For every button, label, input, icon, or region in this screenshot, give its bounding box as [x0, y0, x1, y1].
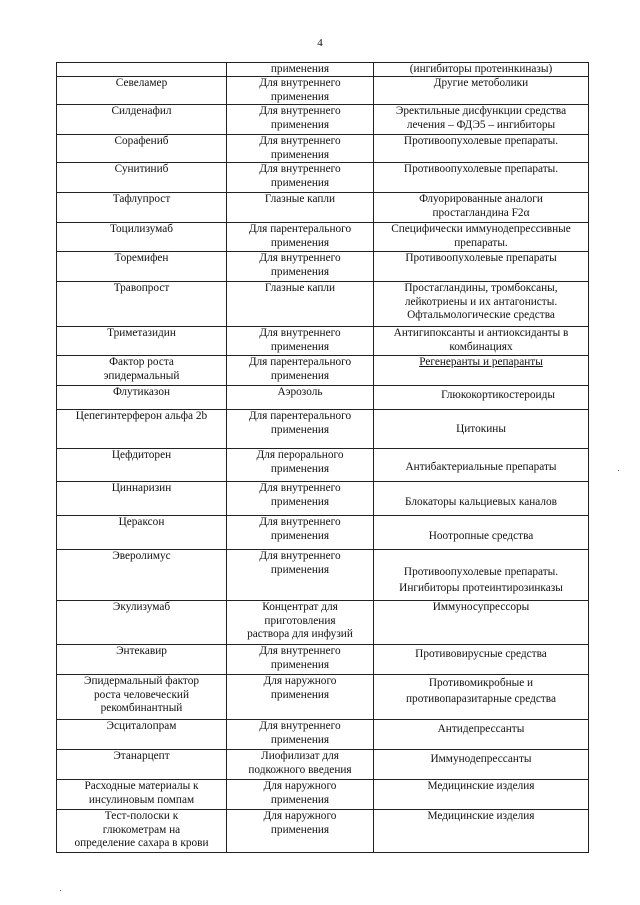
- drug-name-cell: Сорафениб: [57, 135, 227, 163]
- drug-name-cell: Эверолимус: [57, 550, 227, 601]
- dosage-form-cell: Глазные капли: [227, 282, 374, 327]
- dosage-form-cell: Для внутреннего применения: [227, 550, 374, 601]
- drug-group-cell: Глюкокортикостероиды: [374, 386, 589, 410]
- table-row: [57, 252, 589, 282]
- table-row: [57, 135, 589, 163]
- dosage-form-cell: Для внутреннего применения: [227, 135, 374, 163]
- drug-table: [56, 62, 589, 853]
- drug-name-cell: Цефдиторен: [57, 449, 227, 482]
- dosage-form-cell: Для наружного применения: [227, 810, 374, 853]
- table-row: [57, 105, 589, 135]
- drug-group-cell: (ингибиторы протеинкиназы): [374, 63, 589, 77]
- drug-group-cell: Другие метоболики: [374, 77, 589, 105]
- table-row: [57, 601, 589, 645]
- dosage-form-cell: Для внутреннего применения: [227, 105, 374, 135]
- drug-group-cell: Медицинские изделия: [374, 780, 589, 810]
- table-row: [57, 516, 589, 550]
- drug-group-cell: Иммунодепрессанты: [374, 750, 589, 780]
- table-row: [57, 645, 589, 675]
- drug-name-cell: Триметазидин: [57, 327, 227, 356]
- drug-group-cell: Противомикробные и противопаразитарные средства: [374, 675, 589, 720]
- drug-group-cell: Антидепрессанты: [374, 720, 589, 750]
- scan-mark: [60, 890, 61, 891]
- drug-name-cell: Торемифен: [57, 252, 227, 282]
- table-row: [57, 163, 589, 193]
- drug-group-cell: Антигипоксанты и антиоксиданты в комбинациях: [374, 327, 589, 356]
- table-row: [57, 356, 589, 386]
- drug-name-cell: Эсциталопрам: [57, 720, 227, 750]
- drug-group-cell: Блокаторы кальциевых каналов: [374, 482, 589, 516]
- drug-name-cell: Цераксон: [57, 516, 227, 550]
- table-row: [57, 720, 589, 750]
- dosage-form-cell: Для внутреннего применения: [227, 482, 374, 516]
- table-row: [57, 327, 589, 356]
- table-row: [57, 410, 589, 449]
- drug-group-cell: Простагландины, тромбоксаны, лейкотриены и их антагонисты. Офтальмологические средства: [374, 282, 589, 327]
- table-row: [57, 193, 589, 223]
- drug-name-cell: Сунитиниб: [57, 163, 227, 193]
- table-row: [57, 282, 589, 327]
- table-row: [57, 386, 589, 410]
- dosage-form-cell: Для внутреннего применения: [227, 327, 374, 356]
- drug-name-cell: Эпидермальный фактор роста человеческий рекомбинантный: [57, 675, 227, 720]
- dosage-form-cell: Для наружного применения: [227, 780, 374, 810]
- table-row: [57, 780, 589, 810]
- table-row: [57, 223, 589, 252]
- table-row: [57, 675, 589, 720]
- drug-name-cell: Травопрост: [57, 282, 227, 327]
- table-row: [57, 63, 589, 77]
- drug-name-cell: Тест-полоски к глюкометрам на определение сахара в крови: [57, 810, 227, 853]
- drug-name-cell: Фактор роста эпидермальный: [57, 356, 227, 386]
- drug-name-cell: Флутиказон: [57, 386, 227, 410]
- dosage-form-cell: Для наружного применения: [227, 675, 374, 720]
- drug-name-cell: Севеламер: [57, 77, 227, 105]
- drug-name-cell: Силденафил: [57, 105, 227, 135]
- dosage-form-cell: Для внутреннего применения: [227, 77, 374, 105]
- drug-group-text: Регенеранты и репаранты: [419, 356, 543, 369]
- dosage-form-cell: Для внутреннего применения: [227, 516, 374, 550]
- drug-group-cell: Медицинские изделия: [374, 810, 589, 853]
- table-row: [57, 482, 589, 516]
- dosage-form-cell: Лиофилизат для подкожного введения: [227, 750, 374, 780]
- table-row: [57, 449, 589, 482]
- table-row: [57, 550, 589, 601]
- drug-name-cell: Тоцилизумаб: [57, 223, 227, 252]
- drug-group-cell: Противоопухолевые препараты.: [374, 163, 589, 193]
- dosage-form-cell: Для перорального применения: [227, 449, 374, 482]
- dosage-form-cell: Для внутреннего применения: [227, 720, 374, 750]
- drug-group-cell: Противоопухолевые препараты.: [374, 135, 589, 163]
- drug-group-cell: Цитокины: [374, 410, 589, 449]
- dosage-form-cell: Для внутреннего применения: [227, 252, 374, 282]
- dosage-form-cell: Глазные капли: [227, 193, 374, 223]
- dosage-form-cell: Для внутреннего применения: [227, 163, 374, 193]
- dosage-form-cell: Аэрозоль: [227, 386, 374, 410]
- drug-name-cell: Расходные материалы к инсулиновым помпам: [57, 780, 227, 810]
- dosage-form-cell: Для парентерального применения: [227, 410, 374, 449]
- dosage-form-cell: Для парентерального применения: [227, 356, 374, 386]
- drug-group-cell: Противоопухолевые препараты. Ингибиторы протеинтирозинказы: [374, 550, 589, 601]
- scan-mark: [618, 470, 619, 471]
- table-row: [57, 77, 589, 105]
- drug-name-cell: Этанарцепт: [57, 750, 227, 780]
- drug-group-cell: Ноотропные средства: [374, 516, 589, 550]
- drug-name-cell: Цепегинтерферон альфа 2b: [57, 410, 227, 449]
- dosage-form-cell: Для внутреннего применения: [227, 645, 374, 675]
- drug-group-cell: [374, 356, 589, 386]
- dosage-form-cell: Для парентерального применения: [227, 223, 374, 252]
- table-row: [57, 750, 589, 780]
- dosage-form-cell: применения: [227, 63, 374, 77]
- drug-name-cell: Энтекавир: [57, 645, 227, 675]
- drug-group-cell: Эректильные дисфункции средства лечения – ФДЭ5 – ингибиторы: [374, 105, 589, 135]
- drug-group-cell: Флуорированные аналоги простагландина F2α: [374, 193, 589, 223]
- drug-name-cell: Экулизумаб: [57, 601, 227, 645]
- drug-group-cell: Иммуносупрессоры: [374, 601, 589, 645]
- drug-group-cell: Специфически иммунодепрессивные препараты.: [374, 223, 589, 252]
- table-row: [57, 810, 589, 853]
- page-number: 4: [317, 37, 323, 49]
- drug-group-cell: Противоопухолевые препараты: [374, 252, 589, 282]
- drug-name-cell: Тафлупрост: [57, 193, 227, 223]
- drug-name-cell: Циннаризин: [57, 482, 227, 516]
- drug-group-cell: Противовирусные средства: [374, 645, 589, 675]
- dosage-form-cell: Концентрат для приготовления раствора для инфузий: [227, 601, 374, 645]
- drug-group-cell: Антибактериальные препараты: [374, 449, 589, 482]
- drug-name-cell: [57, 63, 227, 77]
